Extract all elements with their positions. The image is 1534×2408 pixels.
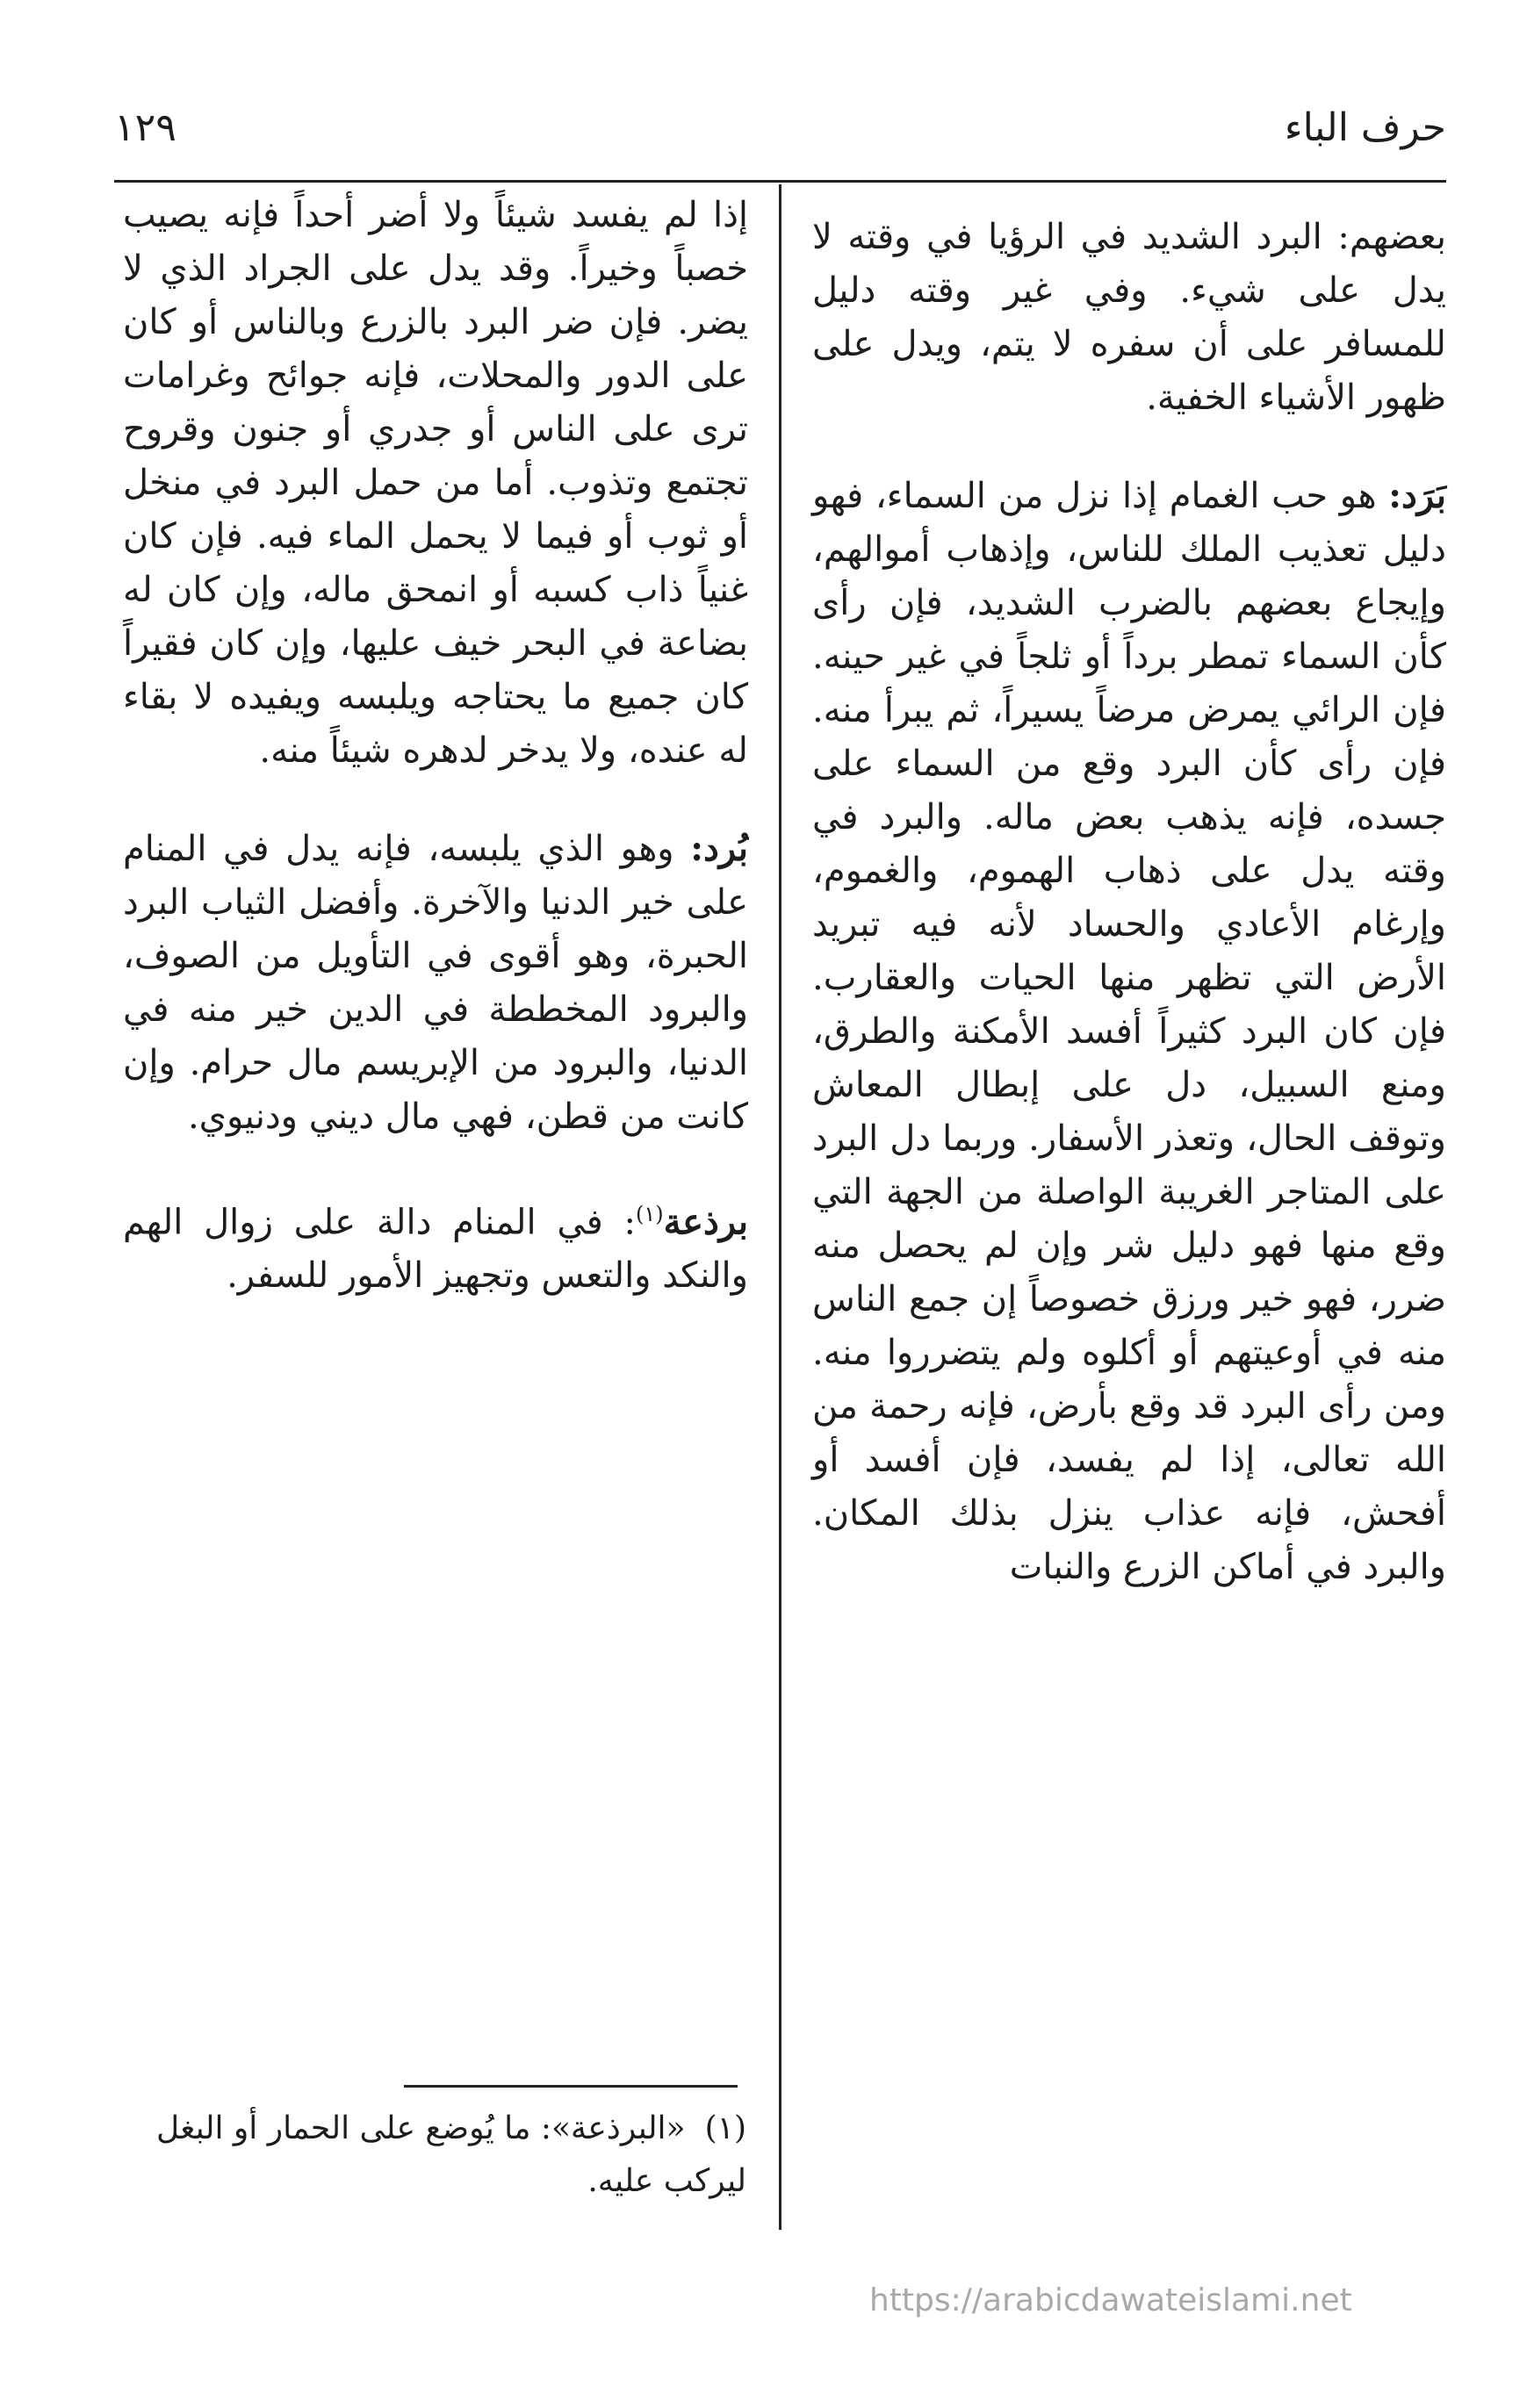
entry-bardhaa (123, 1188, 748, 1303)
entry-text: : في المنام دالة على زوال الهم والنكد والتعس وتجهيز الأمور للسفر. (123, 1202, 748, 1297)
watermark-url: https://arabicdawateislami.net (869, 2282, 1352, 2318)
column-divider (779, 184, 781, 2230)
paragraph-text: بعضهم: البرد الشديد في الرؤيا في وقته لا يدل على شيء. وفي غير وقته دليل للمسافر على أن سفره لا يتم، ويدل على ظهور الأشياء الخفية. (812, 217, 1446, 418)
page-number: ١٢٩ (114, 105, 176, 150)
paragraph (123, 189, 748, 778)
paragraph (812, 211, 1446, 425)
entry-heading: بَرَد: (1388, 475, 1446, 516)
paragraph-text: إذا لم يفسد شيئاً ولا أضر أحداً فإنه يصيب خصباً وخيراً. وقد يدل على الجراد الذي لا يضر. فإن ضر البرد بالزرع وبالناس أو كان على الدور والمحلات، فإنه جوائح وغرامات ترى على الناس أو جدري أو جنون وقروح تجتمع وتذوب. أما من حمل البرد في منخل أو ثوب أو فيما لا يحمل الماء فيه. فإن كان غنياً ذاب كسبه أو انمحق ماله، وإن كان له بضاعة في البحر خيف عليها، وإن كان فقيراً كان جميع ما يحتاجه ويلبسه ويفيده لا بقاء له عنده، ولا يدخر لدهره شيئاً منه. (123, 195, 748, 771)
entry-barad (812, 469, 1446, 1594)
entry-text: هو حب الغمام إذا نزل من السماء، فهو دليل تعذيب الملك للناس، وإذهاب أموالهم، وإيجاع بعضهم بالضرب الشديد، فإن رأى كأن السماء تمطر برداً أو ثلجاً في غير حينه. فإن الرائي يمرض مرضاً يسيراً، ثم يبرأ منه. فإن رأى كأن البرد وقع من السماء على جسده، فإنه يذهب بعض ماله. والبرد في وقته يدل على ذهاب الهموم، والغموم، وإرغام الأعادي والحساد لأنه فيه تبريد الأرض التي تظهر منها الحيات والعقارب. فإن كان البرد كثيراً أفسد الأمكنة والطرق، ومنع السبيل، دل على إبطال المعاش وتوقف الحال، وتعذر الأسفار. وربما دل البرد على المتاجر الغريبة الواصلة من الجهة التي وقع منها فهو دليل شر وإن لم يحصل منه ضرر، فهو خير ورزق خصوصاً إن جمع الناس منه في أوعيتهم أو أكلوه ولم يتضرروا منه. ومن رأى البرد قد وقع بأرض، فإنه رحمة من الله تعالى، إذا لم يفسد، فإن أفسد أو أفحش، فإنه عذاب ينزل بذلك المكان. والبرد في أماكن الزرع والنبات (812, 476, 1446, 1587)
footnote-marker: (١) (636, 1202, 664, 1226)
left-column (123, 189, 748, 1303)
entry-burd (123, 822, 748, 1144)
page-header (114, 105, 1446, 176)
footnote (114, 2103, 746, 2208)
entry-heading: بُرد: (690, 828, 748, 869)
chapter-title: حرف الباء (1284, 105, 1446, 150)
footnote-text: «البرذعة»: ما يُوضع على الحمار أو البغل ليركب عليه. (155, 2110, 746, 2199)
entry-heading: برذعة (663, 1201, 748, 1243)
header-rule (114, 180, 1446, 183)
footnote-rule (404, 2085, 738, 2088)
right-column (812, 211, 1446, 1594)
entry-text: وهو الذي يلبسه، فإنه يدل في المنام على خير الدنيا والآخرة. وأفضل الثياب البرد الحبرة، وهو أقوى في التأويل من الصوف، والبرود المخططة في الدين خير منه في الدنيا، والبرود من الإبريسم مال حرام. وإن كانت من قطن، فهي مال ديني ودنيوي. (123, 829, 748, 1137)
footnote-number: (١) (704, 2110, 746, 2146)
